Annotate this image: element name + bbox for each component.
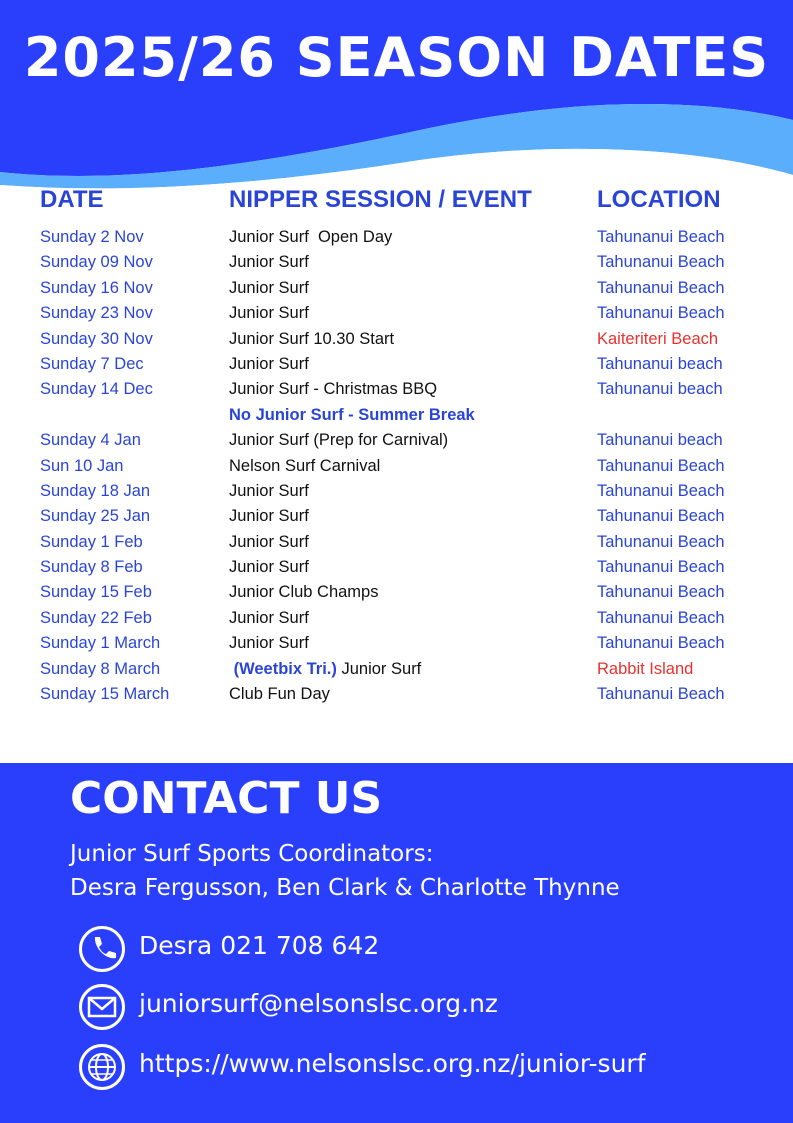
schedule-row [0, 226, 793, 251]
header-banner [0, 0, 793, 215]
row-date: Sunday 16 Nov [40, 278, 153, 297]
row-event: Junior Surf [229, 532, 309, 551]
row-event: Junior Surf [229, 608, 309, 627]
row-date: Sunday 30 Nov [40, 329, 153, 348]
schedule-row [0, 531, 793, 556]
column-header-location: LOCATION [597, 186, 721, 213]
row-location: Tahunanui Beach [597, 253, 725, 272]
row-date: Sunday 22 Feb [40, 608, 152, 627]
row-event: Junior Surf [229, 634, 309, 653]
event-highlight: (Weetbix Tri.) [233, 659, 337, 678]
row-event: Junior Surf [229, 507, 309, 526]
row-date: Sunday 8 Feb [40, 558, 143, 577]
row-location: Tahunanui Beach [597, 634, 725, 653]
row-date: Sunday 15 Feb [40, 583, 152, 602]
event-text: Junior Surf [341, 659, 422, 678]
row-date: Sunday 2 Nov [40, 228, 144, 246]
schedule-row [0, 328, 793, 353]
coordinators-names: Desra Fergusson, Ben Clark & Charlotte Thynne [70, 875, 620, 901]
schedule-row [0, 683, 793, 708]
schedule-row [0, 251, 793, 276]
row-event: Junior Club Champs [229, 583, 379, 602]
row-event: Nelson Surf Carnival [229, 456, 381, 475]
row-location: Tahunanui Beach [597, 532, 725, 551]
row-date: Sunday 7 Dec [40, 354, 144, 373]
phone-icon [78, 925, 126, 973]
row-event: Junior Surf - Christmas BBQ [229, 380, 438, 399]
row-date: Sunday 09 Nov [40, 253, 153, 272]
row-date: Sunday 1 Feb [40, 532, 143, 551]
email-icon [78, 983, 126, 1031]
row-location: Tahunanui beach [597, 354, 723, 373]
schedule-row [0, 455, 793, 480]
page-title: 2025/26 SEASON DATES [23, 26, 770, 89]
row-location: Tahunanui Beach [597, 685, 725, 704]
contact-section [0, 763, 793, 1123]
email-address: juniorsurf@nelsonslsc.org.nz [139, 989, 499, 1018]
row-location: Tahunanui Beach [597, 507, 725, 526]
row-date: Sunday 4 Jan [40, 431, 141, 450]
schedule-row [0, 632, 793, 657]
column-header-event: NIPPER SESSION / EVENT [229, 186, 532, 213]
coordinators-heading: Junior Surf Sports Coordinators: [70, 841, 434, 867]
schedule-row [0, 581, 793, 606]
row-location: Tahunanui Beach [597, 583, 725, 602]
row-event: Junior Surf [229, 481, 309, 500]
row-event: Junior Surf [229, 558, 309, 577]
column-header-date: DATE [40, 186, 104, 213]
row-date: Sun 10 Jan [40, 456, 124, 475]
row-location: Rabbit Island [597, 659, 694, 678]
schedule-row [0, 658, 793, 683]
schedule-row [0, 277, 793, 302]
phone-number: Desra 021 708 642 [139, 931, 380, 960]
schedule-row-break-notice [0, 404, 793, 429]
row-location: Tahunanui Beach [597, 304, 725, 323]
row-date: Sunday 23 Nov [40, 304, 153, 323]
row-location: Tahunanui beach [597, 431, 723, 450]
website-url: https://www.nelsonslsc.org.nz/junior-surf [139, 1049, 646, 1078]
schedule-row [0, 505, 793, 530]
schedule-row [0, 556, 793, 581]
row-date: Sunday 1 March [40, 634, 161, 653]
schedule-row [0, 353, 793, 378]
row-location: Tahunanui Beach [597, 228, 725, 246]
row-location: Tahunanui Beach [597, 278, 725, 297]
row-event: Junior Surf 10.30 Start [229, 329, 395, 348]
row-location: Kaiteriteri Beach [597, 329, 719, 348]
row-event: Junior Surf [229, 278, 309, 297]
row-location: Tahunanui Beach [597, 481, 725, 500]
row-event [229, 658, 421, 680]
row-location: Tahunanui Beach [597, 456, 725, 475]
row-date: Sunday 25 Jan [40, 507, 151, 526]
row-event: Club Fun Day [229, 685, 330, 704]
row-event: Junior Surf [229, 354, 309, 373]
schedule-row [0, 607, 793, 632]
row-date: Sunday 14 Dec [40, 380, 153, 399]
schedule-row [0, 302, 793, 327]
schedule-row [0, 429, 793, 454]
row-date: Sunday 18 Jan [40, 481, 151, 500]
summer-break-notice: No Junior Surf - Summer Break [229, 405, 475, 424]
schedule-table [0, 226, 793, 708]
schedule-row [0, 378, 793, 403]
schedule-row [0, 480, 793, 505]
row-date: Sunday 15 March [40, 685, 170, 704]
row-event: Junior Surf Open Day [229, 228, 393, 246]
row-event: Junior Surf (Prep for Carnival) [229, 431, 449, 450]
row-event: Junior Surf [229, 253, 309, 272]
row-location: Tahunanui Beach [597, 558, 725, 577]
globe-icon [78, 1043, 126, 1091]
row-location: Tahunanui Beach [597, 608, 725, 627]
row-date: Sunday 8 March [40, 659, 161, 678]
contact-title: CONTACT US [70, 773, 383, 824]
row-event: Junior Surf [229, 304, 309, 323]
row-location: Tahunanui beach [597, 380, 723, 399]
